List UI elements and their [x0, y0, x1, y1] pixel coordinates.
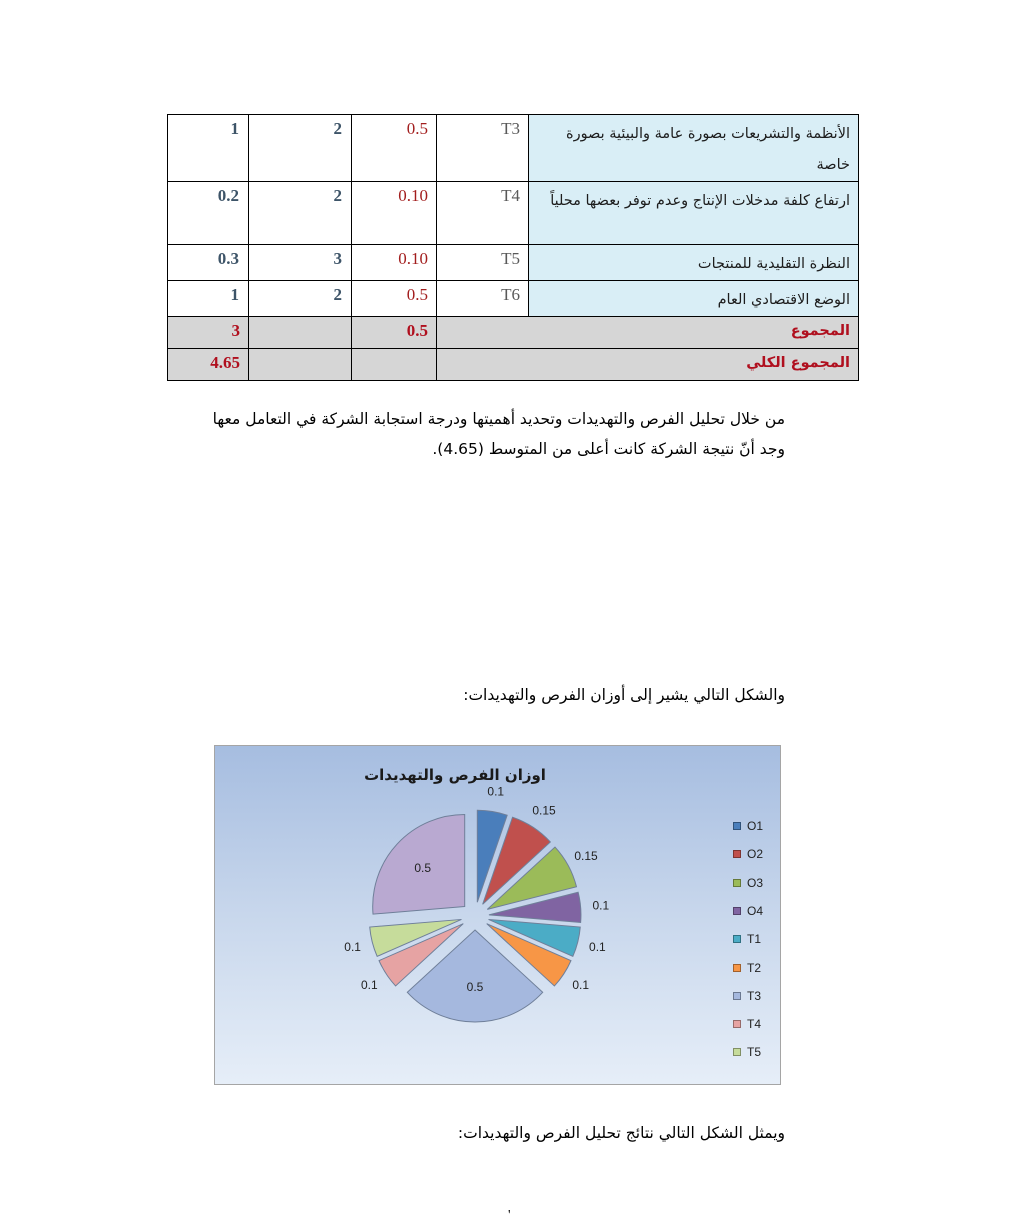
description-cell: الوضع الاقتصادي العام [529, 281, 859, 317]
slice-data-label: 0.1 [360, 978, 378, 993]
legend-label: O2 [747, 847, 764, 862]
results-intro-paragraph: ويمثل الشكل التالي نتائج تحليل الفرص والتهديدات: [457, 1124, 785, 1142]
slice-data-label: 0.1 [572, 978, 590, 993]
description-cell: ارتفاع كلفة مدخلات الإنتاج وعدم توفر بعضها محلياً [529, 182, 859, 245]
threats-evaluation-table [167, 114, 859, 381]
legend-label: O4 [747, 903, 764, 918]
page-number: ' [508, 1208, 511, 1223]
legend-label: O3 [747, 875, 764, 890]
legend-item-t4 [733, 1017, 783, 1033]
weight-cell: 0.10 [352, 182, 437, 245]
slice-data-label: 0.1 [344, 939, 361, 954]
rating-cell: 2 [249, 281, 352, 317]
score-cell: 1 [168, 281, 249, 317]
legend-label: T1 [747, 932, 762, 947]
weight-cell: 0.5 [352, 115, 437, 182]
legend-label: T2 [747, 960, 762, 975]
slice-data-label: 0.1 [589, 939, 606, 954]
legend-swatch [733, 879, 741, 887]
legend-item-t3 [733, 989, 783, 1005]
weights-pie-chart [214, 745, 781, 1085]
slice-data-label: 0.15 [532, 803, 556, 818]
table-row [168, 115, 859, 182]
legend-swatch [733, 1020, 741, 1028]
empty-cell [249, 317, 352, 349]
grand-total-label-cell: المجموع الكلي [437, 349, 859, 381]
slice-data-label: 0.5 [414, 860, 432, 875]
rating-cell: 3 [249, 245, 352, 281]
code-cell: T5 [437, 245, 529, 281]
legend-label: O1 [747, 819, 764, 833]
legend-item-t5 [733, 1045, 783, 1061]
total-score-cell: 3 [168, 317, 249, 349]
slice-data-label: 0.1 [487, 784, 505, 799]
table-row [168, 182, 859, 245]
legend-label: T3 [747, 988, 762, 1003]
chart-intro-paragraph: والشكل التالي يشير إلى أوزان الفرص والتهديدات: [463, 686, 785, 704]
slice-data-label: 0.1 [592, 898, 610, 913]
weight-cell: 0.10 [352, 245, 437, 281]
legend-item-o1 [733, 819, 783, 835]
legend-item-t1 [733, 932, 783, 948]
score-cell: 0.3 [168, 245, 249, 281]
total-label-cell: المجموع [437, 317, 859, 349]
table-row [168, 281, 859, 317]
code-cell: T4 [437, 182, 529, 245]
pie-chart-svg [215, 746, 782, 1086]
legend-swatch [733, 907, 741, 915]
legend-swatch [733, 850, 741, 858]
slice-data-label: 0.5 [466, 980, 484, 995]
description-cell: النظرة التقليدية للمنتجات [529, 245, 859, 281]
slice-data-label: 0.15 [574, 848, 598, 863]
total-weight-cell: 0.5 [352, 317, 437, 349]
rating-cell: 2 [249, 115, 352, 182]
score-cell: 1 [168, 115, 249, 182]
rating-cell: 2 [249, 182, 352, 245]
code-cell: T6 [437, 281, 529, 317]
legend-swatch [733, 1048, 741, 1056]
empty-cell [352, 349, 437, 381]
legend-label: T4 [747, 1017, 762, 1032]
total-row [168, 317, 859, 349]
legend-swatch [733, 822, 741, 830]
weight-cell: 0.5 [352, 281, 437, 317]
empty-cell [249, 349, 352, 381]
legend-item-o4 [733, 904, 783, 920]
code-cell: T3 [437, 115, 529, 182]
legend-swatch [733, 935, 741, 943]
grand-total-score-cell: 4.65 [168, 349, 249, 381]
score-cell: 0.2 [168, 182, 249, 245]
legend-label: T5 [747, 1045, 762, 1060]
grand-total-row [168, 349, 859, 381]
description-cell: الأنظمة والتشريعات بصورة عامة والبيئية بصورة خاصة [529, 115, 859, 182]
legend-item-o3 [733, 876, 783, 892]
chart-title: اوزان الفرص والتهديدات [364, 766, 546, 784]
legend-swatch [733, 992, 741, 1000]
table-row [168, 245, 859, 281]
legend-item-o2 [733, 847, 783, 863]
result-paragraph: من خلال تحليل الفرص والتهديدات وتحديد أهميتها ودرجة استجابة الشركة في التعامل معها وجد أنّ نتيجة الشركة كانت أعلى من المتوسط (4.65). [212, 410, 785, 458]
legend-swatch [733, 964, 741, 972]
legend-item-t2 [733, 961, 783, 977]
